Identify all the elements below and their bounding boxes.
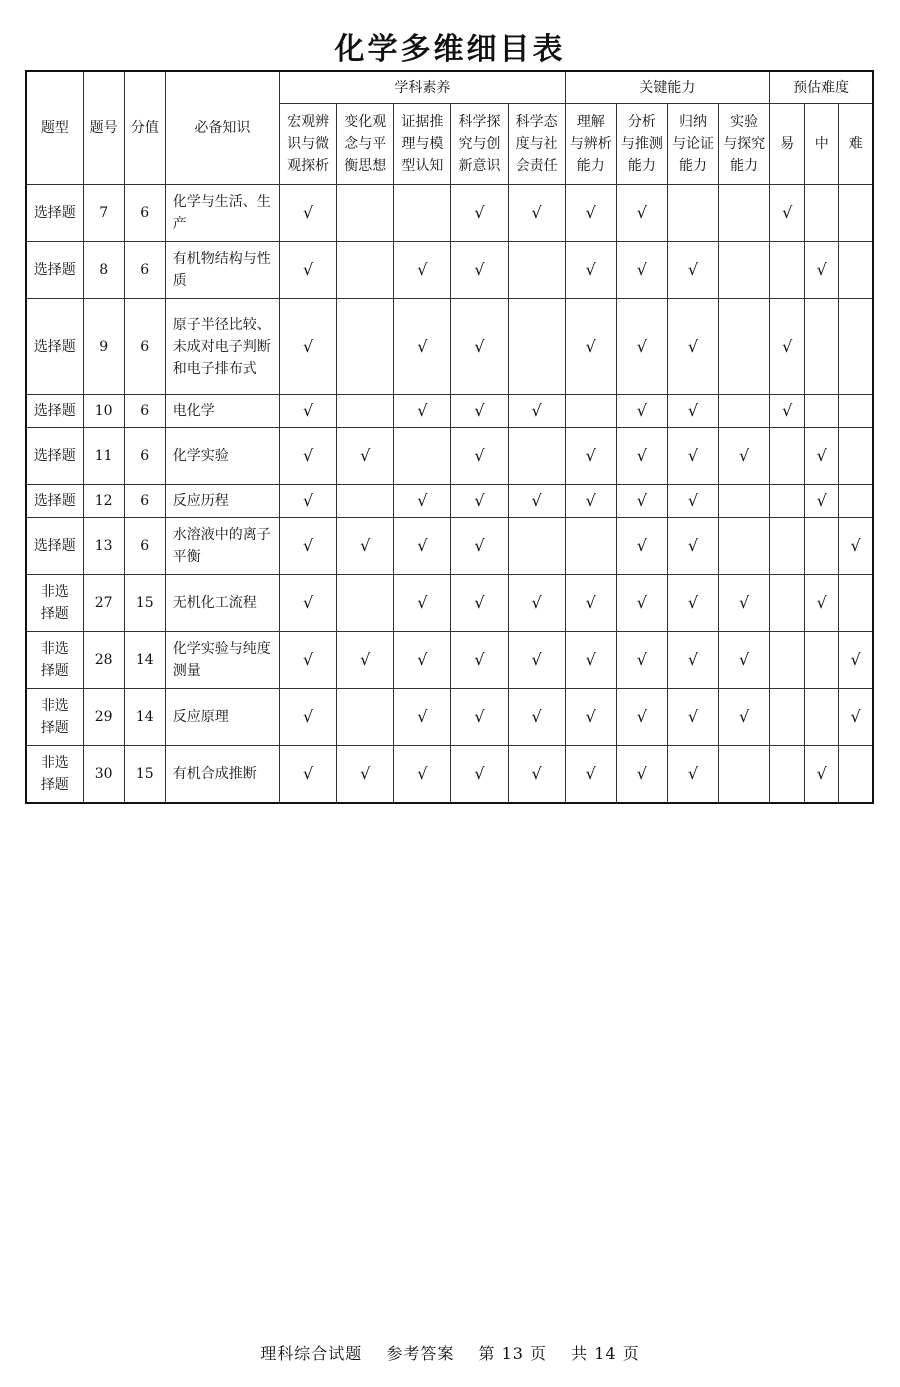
sub-header-cell [770,104,805,185]
type-cell: 选择题 [26,518,83,575]
check-cell: √ [667,518,718,575]
knowledge-cell: 化学与生活、生产 [165,185,279,242]
check-cell [770,746,805,803]
knowledge-cell: 无机化工流程 [165,575,279,632]
check-cell [337,395,394,428]
check-cell: √ [805,746,839,803]
sub-header-line: 能力 [730,158,759,174]
check-cell: √ [451,299,508,395]
knowledge-cell: 原子半径比较、未成对电子判断和电子排布式 [165,299,279,395]
score-cell: 6 [124,485,165,518]
header-group-ability: 关键能力 [565,71,769,104]
check-cell [719,485,770,518]
check-cell: √ [616,689,667,746]
sub-header-cell [565,104,616,185]
score-cell: 15 [124,746,165,803]
sub-header-cell [839,104,873,185]
sub-header-line: 归纳 [678,114,707,130]
check-cell [770,575,805,632]
table-row [26,518,873,575]
table-row [26,242,873,299]
header-score: 分值 [124,71,165,185]
check-cell [337,242,394,299]
check-cell: √ [616,575,667,632]
check-cell: √ [451,185,508,242]
check-cell: √ [280,242,337,299]
sub-header-cell [667,104,718,185]
check-cell [565,395,616,428]
check-cell: √ [805,242,839,299]
sub-header-cell [805,104,839,185]
sub-header-line: 科学探 [458,114,501,130]
table-row [26,689,873,746]
number-cell: 8 [83,242,124,299]
type-cell: 选择题 [26,485,83,518]
table-row [26,428,873,485]
check-cell [805,518,839,575]
check-cell: √ [280,518,337,575]
check-cell [839,485,873,518]
check-cell [508,242,565,299]
check-cell: √ [667,428,718,485]
check-cell: √ [616,632,667,689]
check-cell: √ [565,575,616,632]
check-cell: √ [337,746,394,803]
check-cell [508,299,565,395]
check-cell: √ [805,485,839,518]
check-cell: √ [508,485,565,518]
check-cell: √ [616,185,667,242]
check-cell [770,242,805,299]
check-cell [805,185,839,242]
number-cell: 30 [83,746,124,803]
check-cell [770,428,805,485]
check-cell: √ [451,689,508,746]
check-cell: √ [667,632,718,689]
sub-header-line: 与辨析 [569,136,612,152]
check-cell: √ [394,746,451,803]
number-cell: 11 [83,428,124,485]
check-cell: √ [616,395,667,428]
check-cell: √ [451,632,508,689]
footer-total: 共 14 页 [571,1344,640,1363]
sub-header-line: 实验 [730,114,759,130]
check-cell: √ [616,485,667,518]
number-cell: 28 [83,632,124,689]
check-cell: √ [805,575,839,632]
check-cell: √ [280,185,337,242]
table-body [26,185,873,803]
check-cell [667,185,718,242]
number-cell: 10 [83,395,124,428]
type-cell: 非选择题 [26,575,83,632]
check-cell [394,185,451,242]
check-cell: √ [394,575,451,632]
check-cell [839,185,873,242]
sub-header-cell [280,104,337,185]
check-cell: √ [667,689,718,746]
check-cell [337,689,394,746]
check-cell [565,518,616,575]
check-cell [770,689,805,746]
check-cell: √ [280,299,337,395]
check-cell: √ [770,185,805,242]
check-cell [719,185,770,242]
check-cell [337,575,394,632]
check-cell: √ [337,518,394,575]
type-cell: 非选择题 [26,632,83,689]
sub-header-line: 分析 [627,114,656,130]
check-cell: √ [616,518,667,575]
check-cell: √ [451,428,508,485]
number-cell: 27 [83,575,124,632]
check-cell: √ [667,242,718,299]
check-cell: √ [565,632,616,689]
sub-header-line: 与论证 [671,136,714,152]
number-cell: 9 [83,299,124,395]
check-cell: √ [719,428,770,485]
knowledge-cell: 有机物结构与性质 [165,242,279,299]
check-cell: √ [337,428,394,485]
check-cell: √ [667,746,718,803]
check-cell: √ [667,575,718,632]
sub-header-line: 难 [848,136,863,152]
score-cell: 14 [124,632,165,689]
table-row [26,746,873,803]
check-cell: √ [508,689,565,746]
number-cell: 12 [83,485,124,518]
table-row [26,185,873,242]
knowledge-cell: 化学实验 [165,428,279,485]
sub-header-line: 会责任 [515,158,558,174]
score-cell: 6 [124,185,165,242]
sub-header-cell [337,104,394,185]
check-cell [337,485,394,518]
check-cell: √ [770,395,805,428]
page-footer [0,1341,900,1364]
sub-header-cell [508,104,565,185]
table-row [26,632,873,689]
check-cell: √ [770,299,805,395]
sub-header-line: 能力 [627,158,656,174]
check-cell [839,242,873,299]
table-row [26,575,873,632]
check-cell: √ [565,185,616,242]
score-cell: 14 [124,689,165,746]
score-cell: 6 [124,395,165,428]
sub-header-cell [451,104,508,185]
check-cell: √ [394,632,451,689]
sub-header-line: 观探析 [287,158,330,174]
footer-subject: 理科综合试题 [260,1344,363,1363]
check-cell: √ [508,185,565,242]
check-cell: √ [280,428,337,485]
knowledge-cell: 反应原理 [165,689,279,746]
check-cell [719,242,770,299]
page-title: 化学多维细目表 [334,32,566,67]
header-group-literacy: 学科素养 [280,71,566,104]
sub-header-line: 变化观 [344,114,387,130]
sub-header-line: 新意识 [458,158,501,174]
check-cell: √ [280,746,337,803]
check-cell: √ [280,395,337,428]
sub-header-line: 能力 [576,158,605,174]
check-cell: √ [839,518,873,575]
check-cell: √ [616,428,667,485]
check-cell: √ [394,689,451,746]
check-cell: √ [394,485,451,518]
type-cell: 选择题 [26,185,83,242]
score-cell: 6 [124,242,165,299]
check-cell: √ [451,746,508,803]
check-cell: √ [565,746,616,803]
type-cell: 选择题 [26,428,83,485]
check-cell: √ [565,485,616,518]
check-cell: √ [280,632,337,689]
footer-answer: 参考答案 [386,1344,455,1363]
table-row [26,485,873,518]
number-cell: 29 [83,689,124,746]
knowledge-cell: 有机合成推断 [165,746,279,803]
sub-header-line: 科学态 [515,114,558,130]
check-cell: √ [451,395,508,428]
sub-header-line: 究与创 [458,136,501,152]
check-cell: √ [280,689,337,746]
check-cell: √ [280,485,337,518]
check-cell [770,632,805,689]
check-cell: √ [508,746,565,803]
sub-header-line: 能力 [678,158,707,174]
sub-header-line: 证据推 [401,114,444,130]
check-cell: √ [451,485,508,518]
header-type: 题型 [26,71,83,185]
check-cell [805,299,839,395]
header-knowledge: 必备知识 [165,71,279,185]
check-cell: √ [667,395,718,428]
sub-header-line: 识与微 [287,136,330,152]
check-cell [839,299,873,395]
sub-header-line: 衡思想 [344,158,387,174]
check-cell [394,428,451,485]
check-cell: √ [719,575,770,632]
check-cell: √ [394,395,451,428]
check-cell [719,395,770,428]
type-cell: 非选择题 [26,746,83,803]
check-cell: √ [719,632,770,689]
check-cell: √ [337,632,394,689]
check-cell [770,518,805,575]
check-cell: √ [565,428,616,485]
knowledge-cell: 电化学 [165,395,279,428]
score-cell: 15 [124,575,165,632]
check-cell: √ [394,518,451,575]
number-cell: 7 [83,185,124,242]
check-cell: √ [616,746,667,803]
score-cell: 6 [124,299,165,395]
check-cell: √ [451,518,508,575]
check-cell: √ [616,242,667,299]
sub-header-line: 与推测 [620,136,663,152]
check-cell: √ [565,242,616,299]
type-cell: 选择题 [26,242,83,299]
check-cell [337,299,394,395]
sub-header-line: 型认知 [401,158,444,174]
header-number: 题号 [83,71,124,185]
check-cell: √ [508,395,565,428]
check-cell: √ [616,299,667,395]
table-row [26,299,873,395]
check-cell [839,746,873,803]
sub-header-line: 易 [780,136,795,152]
check-cell: √ [839,689,873,746]
check-cell [770,485,805,518]
check-cell: √ [839,632,873,689]
header-group-difficulty: 预估难度 [770,71,873,104]
check-cell: √ [719,689,770,746]
number-cell: 13 [83,518,124,575]
sub-header-line: 度与社 [515,136,558,152]
check-cell: √ [565,689,616,746]
check-cell: √ [667,299,718,395]
check-cell: √ [394,299,451,395]
sub-header-line: 理解 [576,114,605,130]
check-cell: √ [508,575,565,632]
knowledge-cell: 水溶液中的离子平衡 [165,518,279,575]
score-cell: 6 [124,428,165,485]
check-cell [839,395,873,428]
check-cell: √ [805,428,839,485]
check-cell: √ [451,575,508,632]
check-cell: √ [394,242,451,299]
sub-header-line: 中 [814,136,829,152]
check-cell [805,632,839,689]
table-row [26,395,873,428]
sub-header-line: 理与模 [401,136,444,152]
check-cell [719,518,770,575]
sub-header-line: 宏观辨 [287,114,330,130]
sub-header-cell [616,104,667,185]
check-cell [508,518,565,575]
footer-page: 第 13 页 [478,1344,548,1363]
check-cell [337,185,394,242]
sub-header-line: 与探究 [723,136,766,152]
type-cell: 选择题 [26,395,83,428]
check-cell [805,689,839,746]
detail-table [25,70,874,804]
check-cell: √ [508,632,565,689]
check-cell: √ [280,575,337,632]
type-cell: 非选择题 [26,689,83,746]
check-cell: √ [667,485,718,518]
knowledge-cell: 反应历程 [165,485,279,518]
check-cell [805,395,839,428]
check-cell [508,428,565,485]
sub-header-cell [719,104,770,185]
knowledge-cell: 化学实验与纯度测量 [165,632,279,689]
check-cell [839,575,873,632]
check-cell [719,299,770,395]
score-cell: 6 [124,518,165,575]
type-cell: 选择题 [26,299,83,395]
check-cell: √ [565,299,616,395]
check-cell: √ [451,242,508,299]
sub-header-line: 念与平 [344,136,387,152]
check-cell [719,746,770,803]
check-cell [839,428,873,485]
sub-header-cell [394,104,451,185]
